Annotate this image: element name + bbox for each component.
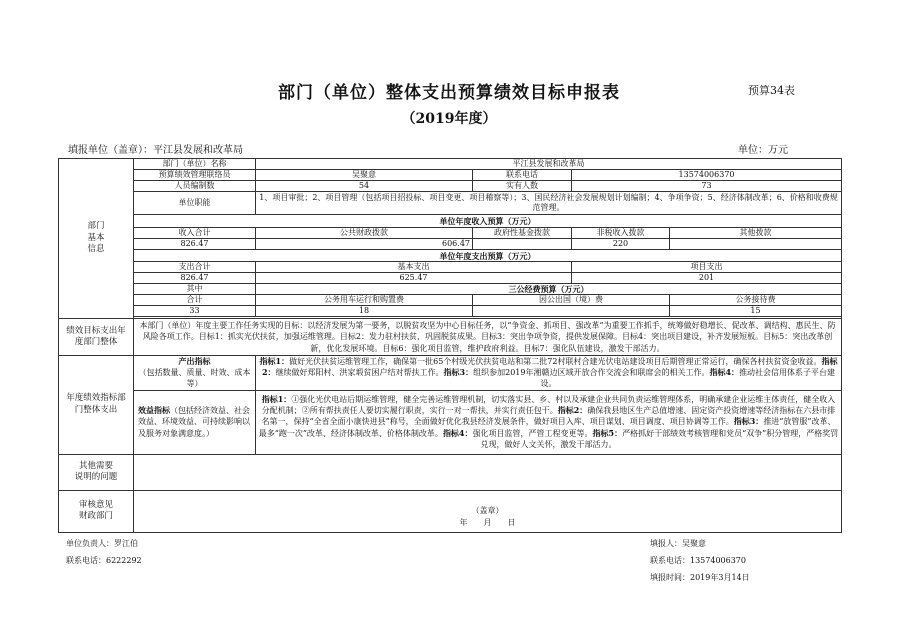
income-val-total: 826.47 (134, 239, 256, 250)
staff-label: 人员编制数 (134, 181, 256, 192)
review-box (134, 490, 842, 532)
benefit-ind-3: 推进“放管服”改革、最多“跑一次”改革、经济体制改革、价格体制改革。 (258, 417, 836, 438)
of-which-label: 其中 (134, 284, 256, 295)
income-val-nontax: 220 (572, 239, 670, 250)
actual-staff-value: 73 (572, 181, 842, 192)
income-val-public: 606.47 (256, 239, 473, 250)
overall-goal-text: 本部门（单位）年度主要工作任务实现的目标：以经济发展为第一要务，以脱贫攻坚为中心目标任务，以“争资金、抓项目、强改革”为重要工作抓手，统筹做好稳增长、促改革、调结构、惠民生、防风险各项工作。目标1：抓实光伏扶贫，加强运维管理。目标2：发力驻村扶贫，巩固脱贫成果。目标3：突出争项争资，提供发展保障。目标4：突出项目建设，补齐发展短板。目标5：突出改革创新，优化发展环境。目标6：强化项目监管，维护政府利益。目标7：强化队伍建设，激发干部活力。 (134, 319, 842, 356)
benefit-ind-2-tag: 指标2： (557, 405, 588, 416)
filler-name: 填报人：吴聚意 (650, 539, 706, 548)
output-indicator-sub: （包括数量、质量、时效、成本等） (138, 368, 251, 389)
review-stamp: （盖章） (471, 505, 504, 515)
dept-name-label: 部门（单位）名称 (134, 159, 256, 170)
budget-form-table (58, 158, 842, 533)
benefit-indicator-title: 效益指标 (138, 405, 170, 416)
form-number: 预算34表 (748, 84, 795, 97)
output-ind-3: 组织参加2019年湘赣边区域开放合作交流会和联席会的相关工作。 (473, 368, 710, 378)
phone-label: 联系电话 (473, 170, 572, 181)
benefit-ind-3-tag: 指标3： (733, 416, 764, 427)
phone-value: 13574006370 (572, 170, 842, 181)
unit-leader: 单位负责人：罗江伯 (66, 539, 138, 548)
filler-unit: 填报单位（盖章）：平江县发展和改革局 (68, 145, 243, 156)
expense-col-basic: 基本支出 (256, 262, 572, 273)
staff-value: 54 (256, 181, 473, 192)
output-indicator-label (134, 356, 256, 391)
output-ind-4: 推动社会信用体系子平台建设。 (540, 368, 836, 389)
benefit-ind-1-tag: 指标1： (261, 394, 292, 405)
basic-info-section-label: 部门 基本 信息 (59, 159, 134, 319)
income-col-total: 收入合计 (134, 228, 256, 239)
income-col-public: 公共财政拨款 (256, 228, 473, 239)
other-issues-text (134, 454, 842, 490)
sangong-val-total: 33 (134, 306, 256, 317)
duty-text: 1、项目审批；2、项目管理（包括项目招投标、项目变更、项目稽察等）；3、国民经济社会发展规划计划编制；4、争项争资；5、经济体制改革；6、价格和收费规范管理。 (256, 192, 842, 215)
output-ind-3-tag: 指标3： (443, 367, 474, 378)
expense-val-total: 826.47 (134, 273, 256, 284)
output-indicator-text (256, 356, 842, 391)
benefit-indicator-text (256, 390, 842, 454)
review-date: 年 月 日 (459, 517, 516, 527)
review-label: 审核意见 财政部门 (59, 490, 134, 532)
income-col-other: 其他拨款 (670, 228, 842, 239)
income-header: 单位年度收入预算（万元） (134, 215, 842, 228)
dept-name-value: 平江县发展和改革局 (256, 159, 842, 170)
expense-val-project: 201 (572, 273, 842, 284)
sangong-val-vehicle: 18 (256, 306, 473, 317)
sangong-val-reception: 15 (670, 306, 842, 317)
benefit-ind-2: 确保我县地区生产总值增速、固定资产投资增速等经济指标在六县市排名第一，保持“全省全面小康快进县”称号，全面做好优化我县经济发展条件，做好项目入库、项目谋划、项目调度、项目协调等工作。 (261, 406, 836, 427)
benefit-ind-4-tag: 指标4： (442, 427, 473, 438)
output-ind-2-tag: 指标2： (261, 356, 838, 378)
income-val-other (670, 239, 842, 250)
expense-val-basic: 625.47 (256, 273, 572, 284)
output-ind-1: 做好光伏扶贫运维管理工作，确保第一批65个村级光伏扶贫电站和第二批72村联村合建光伏电站建设项目后期管理正常运行，确保各村扶贫资金收益。 (289, 357, 822, 366)
filler-phone: 联系电话：13574006370 (650, 556, 746, 565)
output-ind-2: 继续做好郑阳村、洪家塅贫困户结对帮扶工作。 (275, 368, 444, 378)
income-val-fund (473, 239, 572, 250)
indicator-section-label: 年度绩效指标部 门整体支出 (59, 356, 134, 455)
currency-unit: 单位：万元 (738, 145, 788, 156)
contact-person-value: 吴聚意 (256, 170, 473, 181)
contact-person-label: 预算绩效管理联络员 (134, 170, 256, 181)
expense-col-total: 支出合计 (134, 262, 256, 273)
benefit-ind-4: 强化项目监管，严管工程变更等。 (472, 428, 593, 438)
actual-staff-label: 实有人数 (473, 181, 572, 192)
output-ind-4-tag: 指标4： (709, 367, 740, 378)
overall-goal-label: 绩效目标支出年 度部门整体 (59, 319, 134, 356)
output-ind-1-tag: 指标1： (259, 356, 290, 366)
income-col-fund: 政府性基金拨款 (473, 228, 572, 239)
fiscal-year: （2019年度） (401, 111, 497, 127)
benefit-ind-1: ①强化光伏电站后期运维管理，健全完善运维管理机制，切实落实县、乡、村以及承建企业共同负责运维管理体系，明确承建企业运维主体责任，健全收入分配机制；②所有帮扶责任人要切实履行职责，实行一对一帮扶，并实行责任包干。 (261, 395, 836, 416)
benefit-ind-5-tag: 指标5： (592, 427, 623, 438)
other-issues-label: 其他需要 说明的问题 (59, 454, 134, 490)
benefit-ind-5: 严格抓好干部绩效考核管理和党员“双争”积分管理，严格奖罚兑现，做好人文关怀，激发干部活力。 (480, 428, 839, 449)
expense-header: 单位年度支出预算（万元） (134, 250, 842, 262)
expense-col-project: 项目支出 (572, 262, 842, 273)
page-title: 部门（单位）整体支出预算绩效目标申报表 (278, 83, 620, 103)
output-indicator-title: 产出指标 (178, 356, 211, 366)
duty-label: 单位职能 (134, 192, 256, 215)
sangong-val-abroad (473, 306, 670, 317)
fill-time: 填报时间：2019年3月14日 (650, 573, 750, 582)
sangong-col-reception: 公务接待费 (670, 295, 842, 306)
leader-phone: 联系电话：6222292 (66, 556, 142, 565)
sangong-header: 三公经费预算（万元） (256, 284, 842, 295)
benefit-indicator-label (134, 390, 256, 454)
sangong-col-abroad: 因公出国（境）费 (473, 295, 670, 306)
income-col-nontax: 非税收入拨款 (572, 228, 670, 239)
benefit-indicator-sub: （包括经济效益、社会效益、环境效益、可持续影响以及服务对象满意度。） (138, 406, 250, 438)
sangong-col-vehicle: 公务用车运行和购置费 (256, 295, 473, 306)
sangong-col-total: 合计 (134, 295, 256, 306)
